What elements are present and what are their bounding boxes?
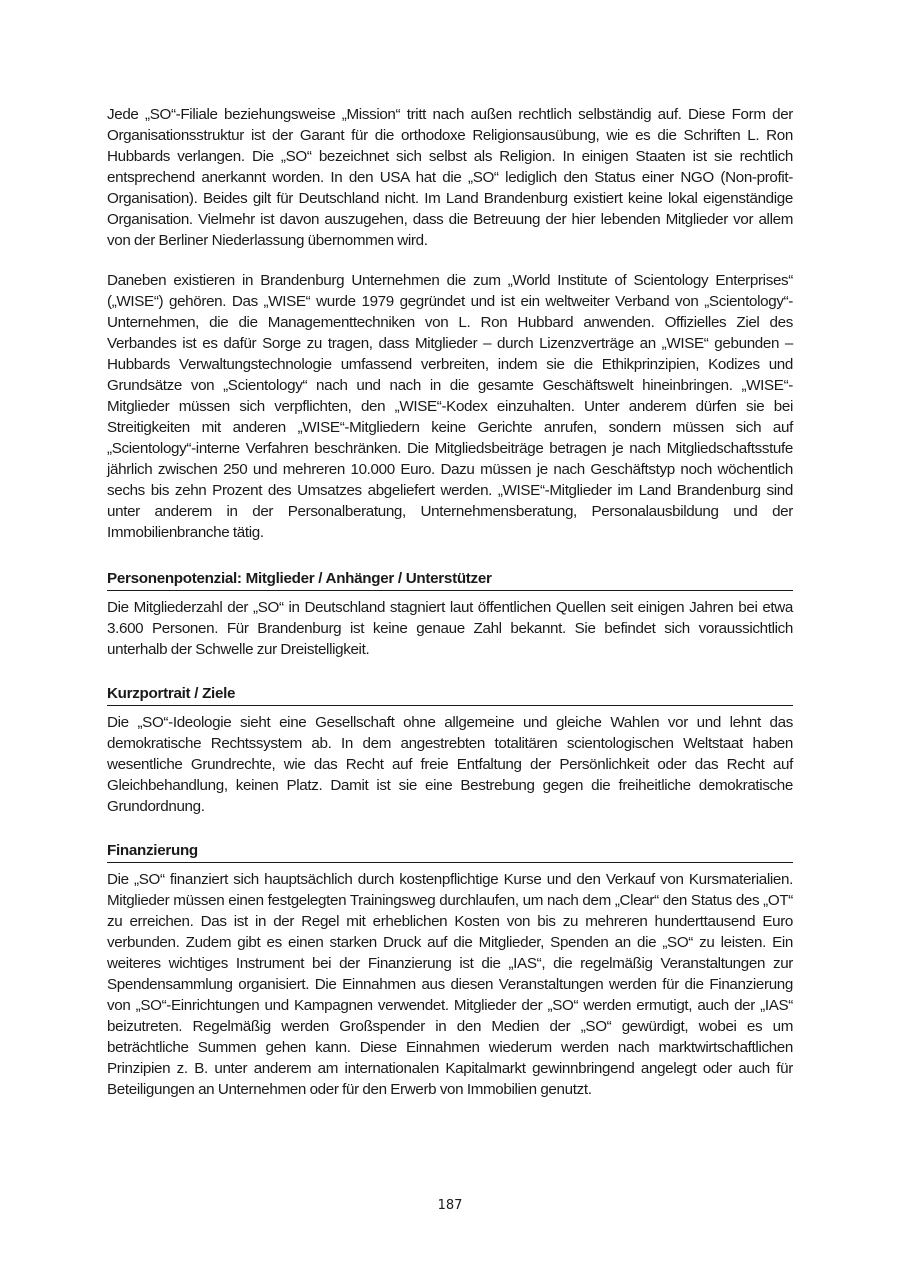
section-heading: Kurzportrait / Ziele [107,684,793,706]
section-personenpotenzial [107,569,793,660]
document-page [107,104,793,1100]
section-text: Die Mitgliederzahl der „SO“ in Deutschland stagniert laut öffentlichen Quellen seit einigen Jahren bei etwa 3.600 Personen. Für Brandenburg ist keine genaue Zahl bekannt. Sie befindet sich voraussichtlich unterhalb der Schwelle zur Dreistelligkeit. [107,599,793,658]
paragraph-wise: Daneben existieren in Brandenburg Unternehmen die zum „World Institute of Scientology Enterprises“ („WISE“) gehören. Das „WISE“ wurde 1979 gegründet und ist ein weltweiter Verband von „Scientology“-Unternehmen, die die Managementtechniken von L. Ron Hubbard anwenden. Offizielles Ziel des Verbandes ist es dafür Sorge zu tragen, dass Mitglieder – durch Lizenzverträge an „WISE“ gebunden – Hubbards Verwaltungstechnologie umfassend verbreiten, indem sie die Ethikprinzipien, Kodizes und Grundsätze von „Scientology“ nach und nach in die gesamte Geschäftswelt hineinbringen. „WISE“-Mitglieder müssen sich verpflichten, den „WISE“-Kodex einzuhalten. Unter anderem dürfen sie bei Streitigkeiten mit anderen „WISE“-Mitgliedern keine Gerichte anrufen, sondern müssen sich auf „Scientology“-interne Verfahren beschränken. Die Mitgliedsbeiträge betragen je nach Mitgliedschaftsstufe jährlich zwischen 250 und mehreren 10.000 Euro. Dazu müssen je nach Geschäftstyp noch wöchentlich sechs bis zehn Prozent des Umsatzes abgeliefert werden. „WISE“-Mitglieder im Land Brandenburg sind unter anderem in der Personalberatung, Unternehmensberatung, Personalausbildung und der Immobilienbranche tätig. [107,272,793,541]
section-kurzportrait [107,684,793,817]
section-text: Die „SO“ finanziert sich hauptsächlich durch kostenpflichtige Kurse und den Verkauf von Kursmaterialien. Mitglieder müssen einen festgelegten Trainingsweg durchlaufen, um nach dem „Clear“ den Status des „OT“ zu erreichen. Das ist in der Regel mit erheblichen Kosten von bis zu mehreren hunderttausend Euro verbunden. Zudem gibt es einen starken Druck auf die Mitglieder, Spenden an die „SO“ zu leisten. Ein weiteres wichtiges Instrument bei der Finanzierung ist die „IAS“, die regelmäßig Veranstaltungen zur Spendensammlung organisiert. Die Einnahmen aus diesen Veranstaltungen werden für die Finanzierung von „SO“-Einrichtungen und Kampagnen verwendet. Mitglieder der „SO“ werden ermutigt, auch der „IAS“ beizutreten. Regelmäßig werden Großspender in den Medien der „SO“ gewürdigt, wobei es um beträchtliche Summen gehen kann. Diese Einnahmen wiederum werden nach marktwirtschaftlichen Prinzipien z. B. unter anderem am internationalen Kapitalmarkt gewinnbringend angelegt oder auch für Beteiligungen an Unternehmen oder für den Erwerb von Immobilien genutzt. [107,871,793,1098]
page-number: 187 [437,1198,463,1213]
section-finanzierung [107,841,793,1100]
section-heading: Finanzierung [107,841,793,863]
section-text: Die „SO“-Ideologie sieht eine Gesellschaft ohne allgemeine und gleiche Wahlen vor und lehnt das demokratische Rechtssystem ab. In dem angestrebten totalitären scientologischen Weltstaat haben wesentliche Grundrechte, wie das Recht auf freie Entfaltung der Persönlichkeit oder das Recht auf Gleichbehandlung, keinen Platz. Damit ist sie eine Bestrebung gegen die freiheitliche demokratische Grundordnung. [107,714,793,815]
section-heading: Personenpotenzial: Mitglieder / Anhänger / Unterstützer [107,569,793,591]
paragraph-mission-structure: Jede „SO“-Filiale beziehungsweise „Mission“ tritt nach außen rechtlich selbständig auf. Diese Form der Organisationsstruktur ist der Garant für die orthodoxe Religionsausübung, wie es die Schriften L. Ron Hubbards verlangen. Die „SO“ bezeichnet sich selbst als Religion. In einigen Staaten ist sie rechtlich entsprechend anerkannt worden. In den USA hat die „SO“ lediglich den Status einer NGO (Non-profit-Organisation). Beides gilt für Deutschland nicht. Im Land Brandenburg existiert keine lokal eigenständige Organisation. Vielmehr ist davon auszugehen, dass die Betreuung der hier lebenden Mitglieder vor allem von der Berliner Niederlassung übernommen wird. [107,106,793,249]
